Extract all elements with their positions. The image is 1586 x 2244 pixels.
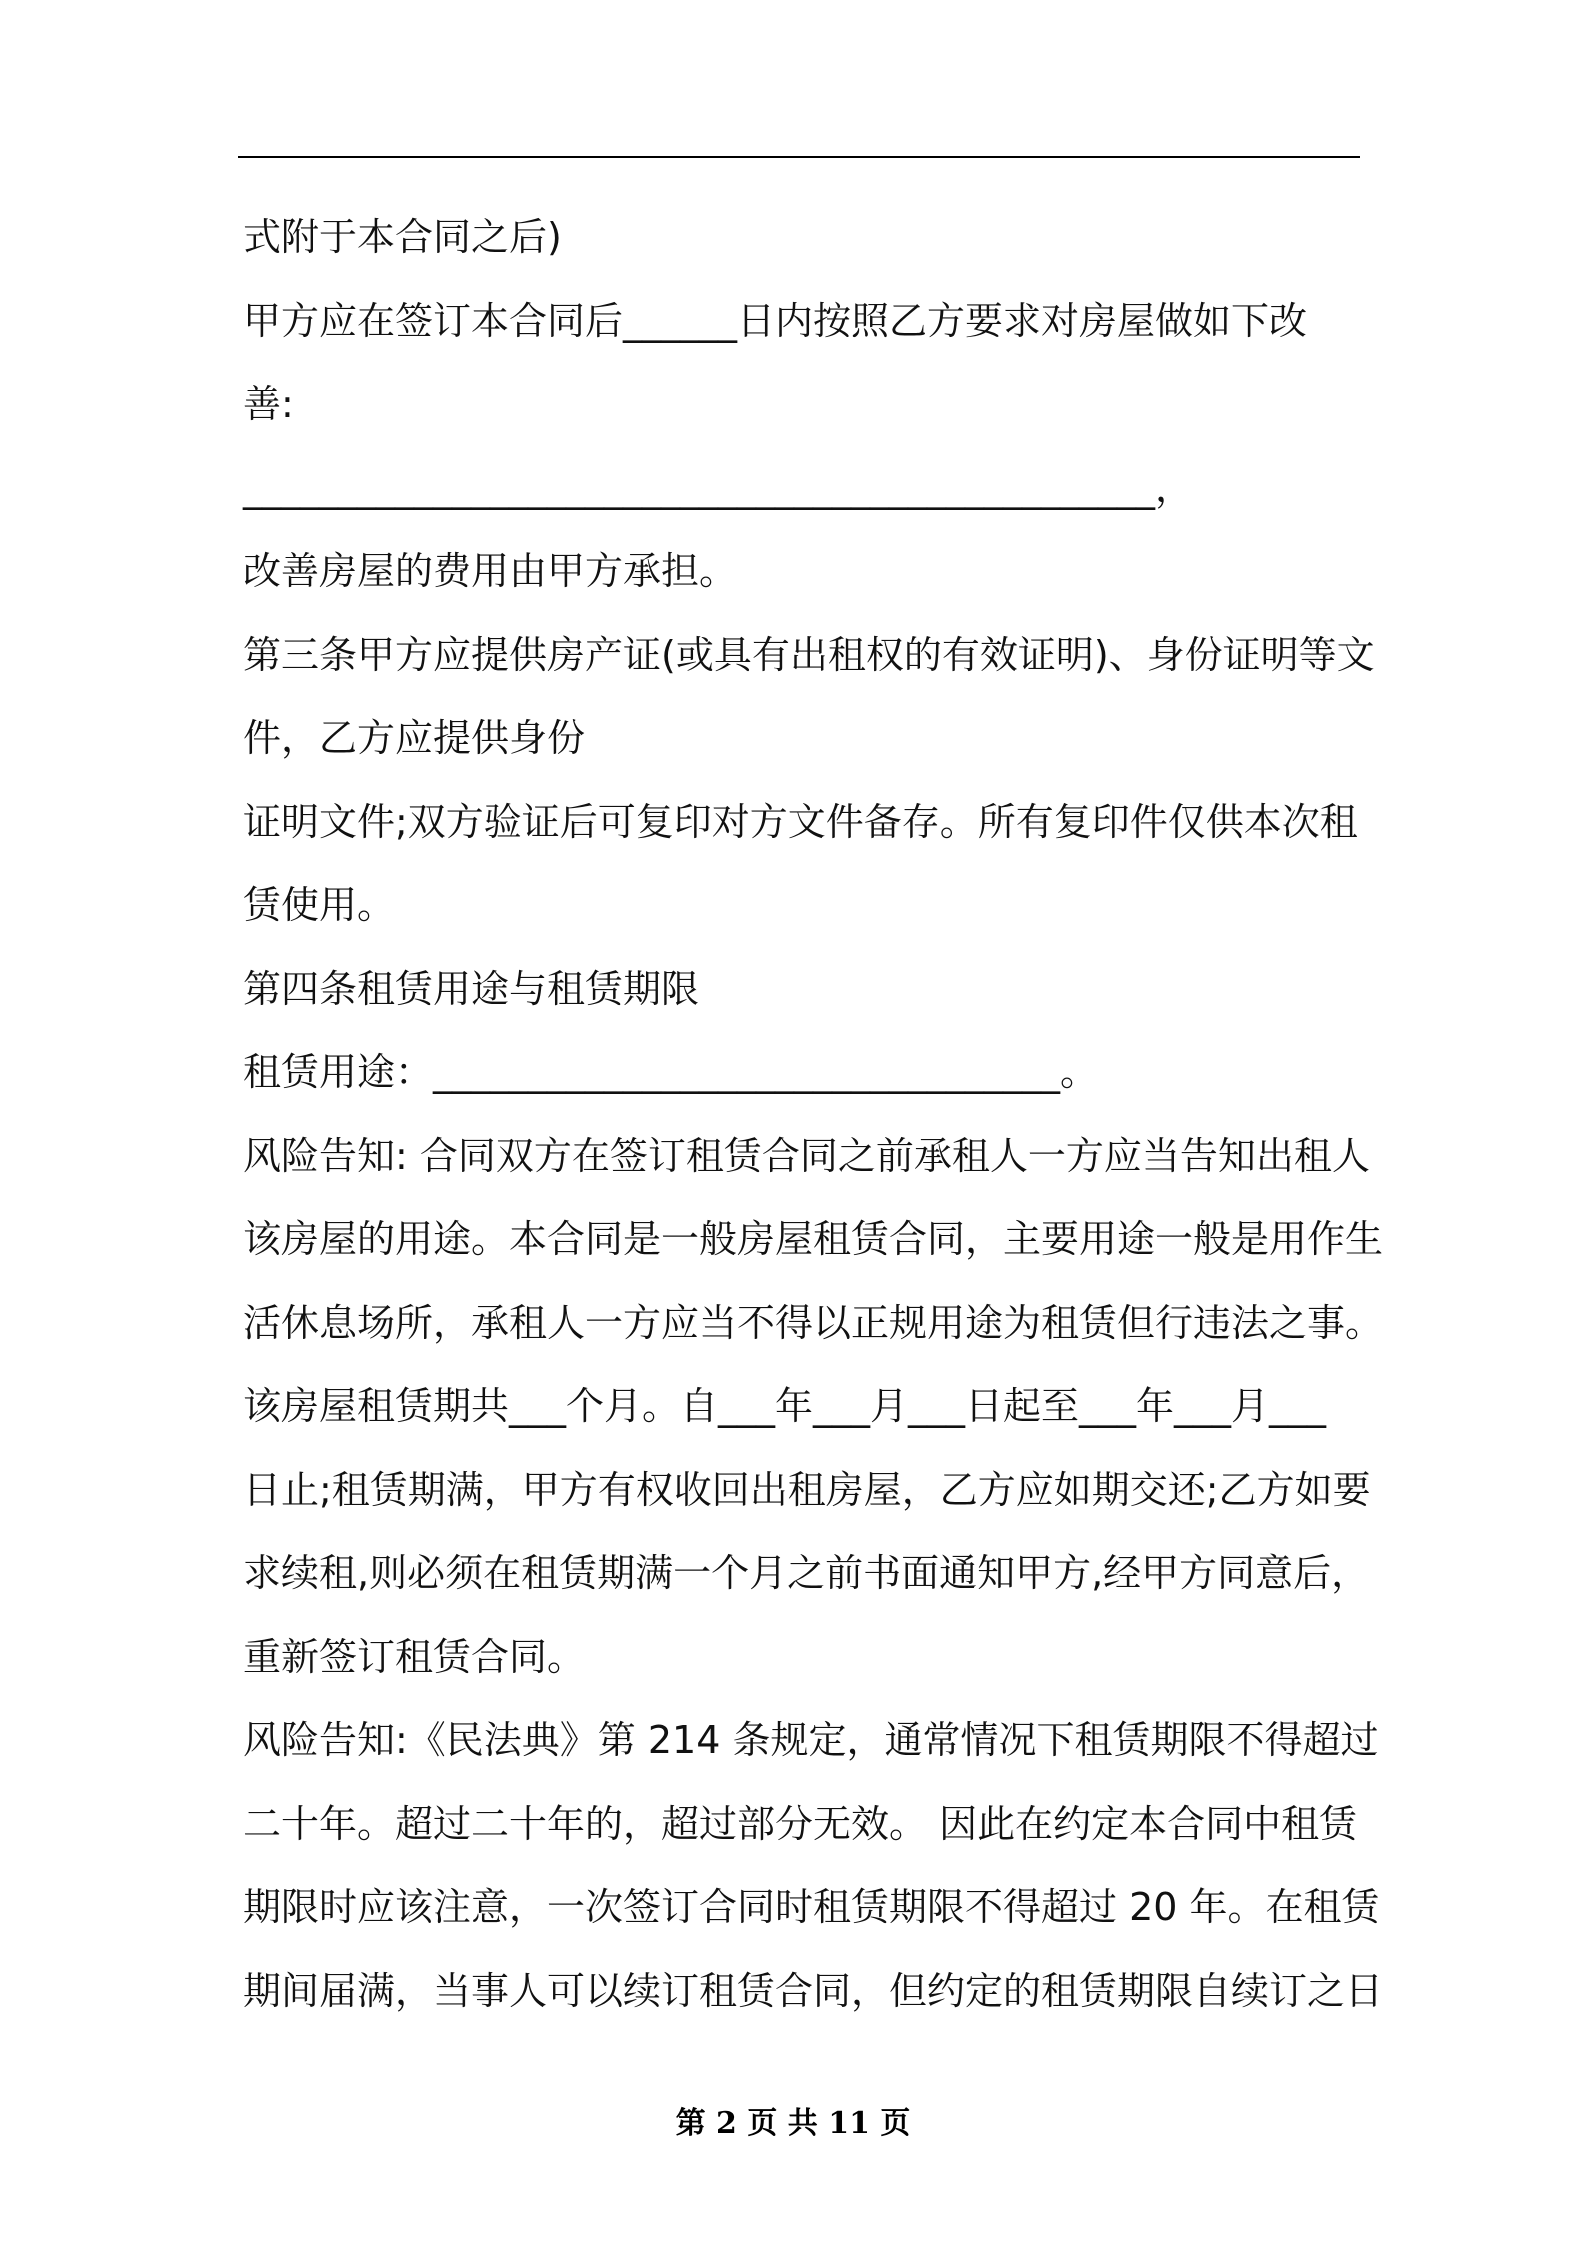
- paragraph-line: 重新签订租赁合同。: [243, 1634, 586, 1679]
- paragraph-line: 式附于本合同之后): [243, 215, 562, 259]
- paragraph-line: 日止;租赁期满，甲方有权收回出租房屋，乙方应如期交还;乙方如要: [243, 1467, 1371, 1512]
- paragraph-line: 该房屋的用途。本合同是一般房屋租赁合同，主要用途一般是用作生: [243, 1217, 1384, 1261]
- paragraph-line: 期限时应该注意，一次签订合同时租赁期限不得超过 20 年。在租赁: [243, 1885, 1380, 1929]
- paragraph-line: 甲方应在签订本合同后______日内按照乙方要求对房屋做如下改: [243, 298, 1308, 343]
- section-heading: 第四条租赁用途与租赁期限: [243, 966, 700, 1011]
- paragraph-line: 二十年。超过二十年的，超过部分无效。 因此在约定本合同中租赁: [243, 1801, 1358, 1846]
- paragraph-line: 第三条甲方应提供房产证(或具有出租权的有效证明)、身份证明等文: [243, 632, 1375, 677]
- paragraph-line: 风险告知:《民法典》第 214 条规定，通常情况下租赁期限不得超过: [243, 1718, 1379, 1762]
- paragraph-line: 风险告知: 合同双方在签订租赁合同之前承租人一方应当告知出租人: [243, 1133, 1370, 1178]
- paragraph-line: 求续租,则必须在租赁期满一个月之前书面通知甲方,经甲方同意后，: [243, 1551, 1370, 1595]
- paragraph-line: 活休息场所，承租人一方应当不得以正规用途为租赁但行违法之事。: [243, 1300, 1384, 1345]
- page-footer: 第 2 页 共 11 页: [675, 2106, 911, 2141]
- paragraph-line: 赁使用。: [243, 883, 396, 927]
- paragraph-line: 证明文件;双方验证后可复印对方文件备存。所有复印件仅供本次租: [243, 799, 1358, 844]
- paragraph-line: 租赁用途：_________________________________。: [243, 1050, 1099, 1094]
- document-body: [243, 196, 1384, 2033]
- paragraph-line: 期间届满，当事人可以续订租赁合同，但约定的租赁期限自续订之日: [243, 1968, 1384, 2013]
- paragraph-line: 该房屋租赁期共___个月。自___年___月___日起至___年___月___: [243, 1384, 1327, 1428]
- paragraph-line: 件，乙方应提供身份: [243, 716, 586, 760]
- paragraph-line: 善:: [243, 382, 294, 426]
- paragraph-line: 改善房屋的费用由甲方承担。: [243, 549, 738, 593]
- blank-fill-line: ________________________________________________，: [243, 465, 1194, 510]
- header-rule: [238, 156, 1360, 158]
